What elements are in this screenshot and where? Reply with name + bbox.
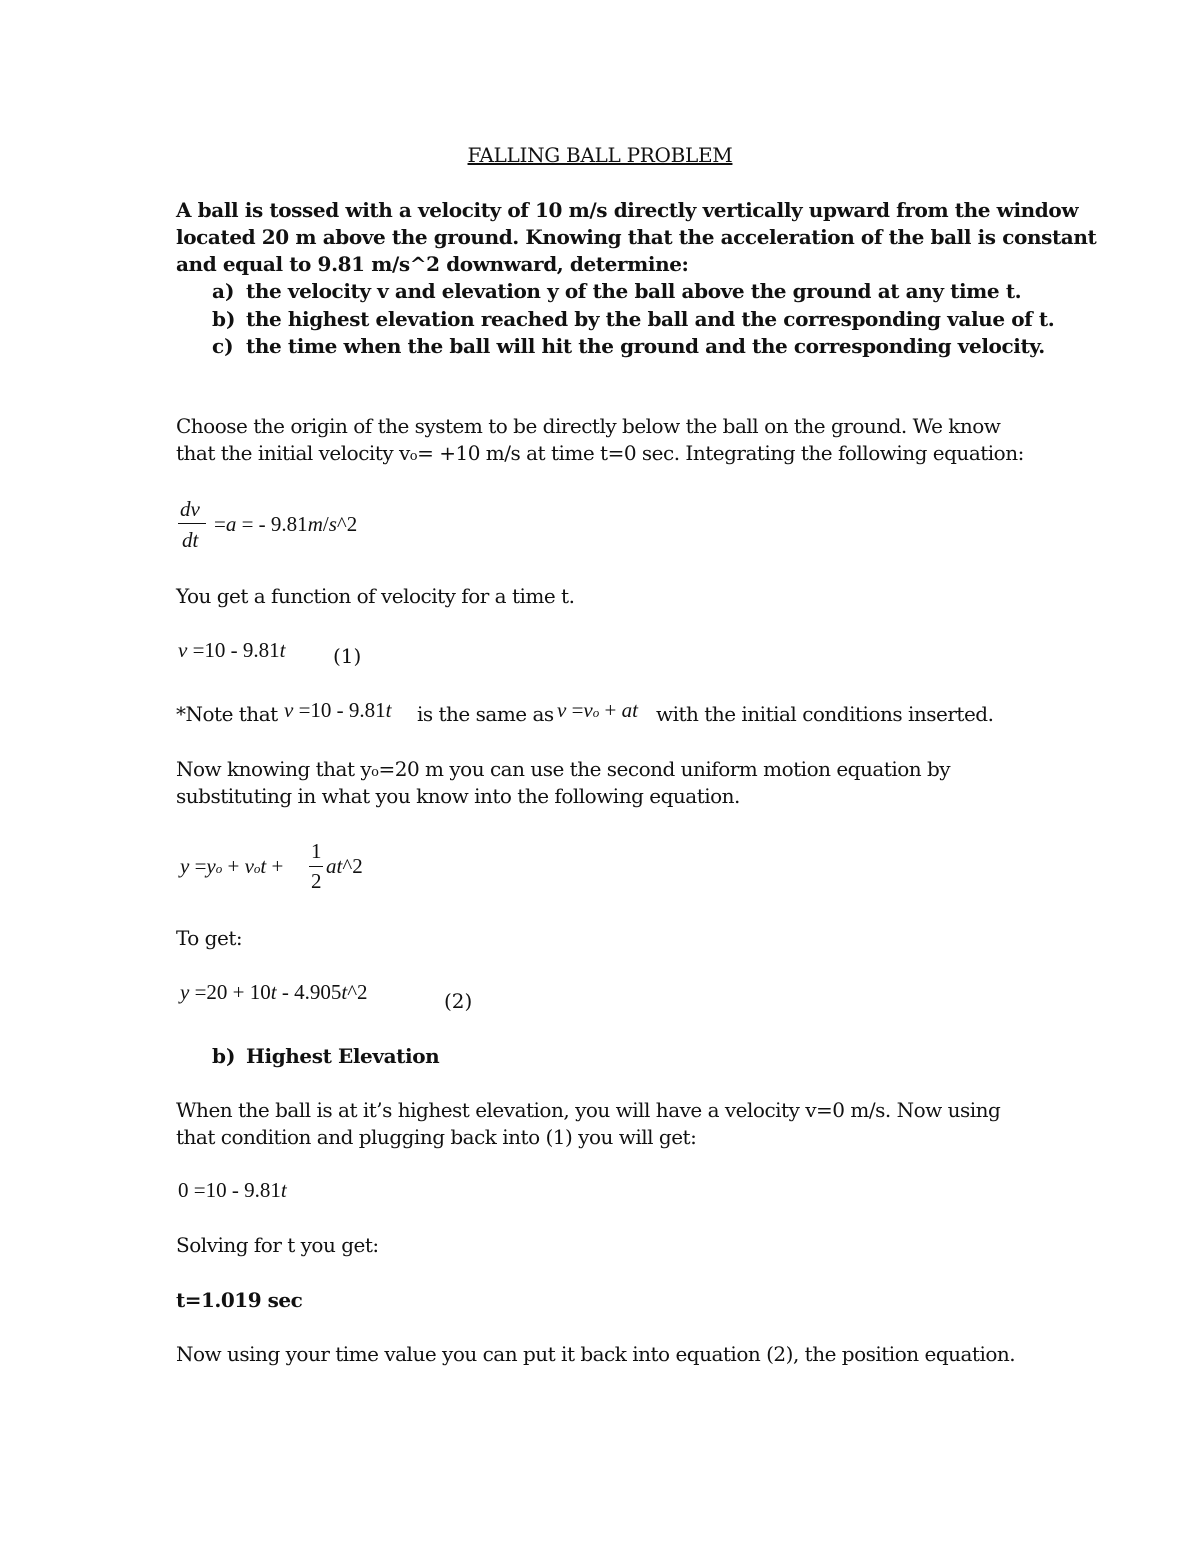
list-item-c: the time when the ball will hit the ground and the corresponding velocity. — [246, 334, 1045, 358]
list-label-b: b) — [212, 307, 236, 331]
note-text-b: is the same as — [417, 702, 554, 726]
intro-line-1: Choose the origin of the system to be directly below the ball on the ground. We know — [176, 414, 1001, 438]
equation-zero-velocity: 0 =10 - 9.81t — [178, 1178, 287, 1202]
result-time: t=1.019 sec — [176, 1288, 303, 1312]
to-get-text: To get: — [176, 926, 243, 950]
section-heading: Highest Elevation — [246, 1044, 440, 1068]
position-intro-line-1: Now knowing that yo=20 m you can use the second uniform motion equation by — [176, 757, 951, 781]
equation-number-2: (2) — [444, 989, 473, 1013]
note-eq-2: v =vo + at — [557, 698, 638, 722]
fraction-denominator: 2 — [311, 869, 322, 893]
page-title: FALLING BALL PROBLEM — [467, 143, 733, 167]
list-item-a: the velocity v and elevation y of the ball above the ground at any time t. — [246, 279, 1022, 303]
note-eq-1: v =10 - 9.81t — [284, 698, 392, 722]
problem-line-3: and equal to 9.81 m/s^2 downward, determine: — [176, 252, 689, 276]
list-label-c: c) — [212, 334, 234, 358]
equation-number-1: (1) — [333, 644, 362, 668]
note-text-c: with the initial conditions inserted. — [656, 702, 994, 726]
highest-line-1: When the ball is at it’s highest elevation, you will have a velocity v=0 m/s. Now using — [176, 1098, 1001, 1122]
equation-body: v =10 - 9.81t — [178, 638, 286, 662]
intro-line-2: that the initial velocity vo= +10 m/s at time t=0 sec. Integrating the following equation: — [176, 441, 1024, 465]
note-text-a: *Note that — [176, 702, 278, 726]
equation-rhs: =a = - 9.81m/s^2 — [214, 512, 358, 536]
fraction-numerator: 1 — [311, 839, 322, 863]
list-label-a: a) — [212, 279, 235, 303]
equation-body-left: y =yo + vot + — [180, 854, 284, 878]
equation-body-right: at^2 — [326, 854, 363, 878]
fraction-bar — [178, 523, 206, 524]
velocity-text: You get a function of velocity for a time t. — [176, 584, 575, 608]
highest-line-2: that condition and plugging back into (1) you will get: — [176, 1125, 697, 1149]
fraction-bar — [309, 866, 323, 867]
fraction-denominator: dt — [182, 528, 199, 552]
problem-line-2: located 20 m above the ground. Knowing that the acceleration of the ball is constant — [176, 225, 1097, 249]
solving-text: Solving for t you get: — [176, 1233, 379, 1257]
section-label-b: b) — [212, 1044, 236, 1068]
problem-line-1: A ball is tossed with a velocity of 10 m/s directly vertically upward from the window — [176, 198, 1079, 222]
equation-body: y =20 + 10t - 4.905t^2 — [180, 980, 368, 1004]
position-intro-line-2: substituting in what you know into the following equation. — [176, 784, 740, 808]
fraction-numerator: dv — [180, 497, 200, 521]
final-text: Now using your time value you can put it back into equation (2), the position equation. — [176, 1342, 1016, 1366]
list-item-b: the highest elevation reached by the ball and the corresponding value of t. — [246, 307, 1055, 331]
